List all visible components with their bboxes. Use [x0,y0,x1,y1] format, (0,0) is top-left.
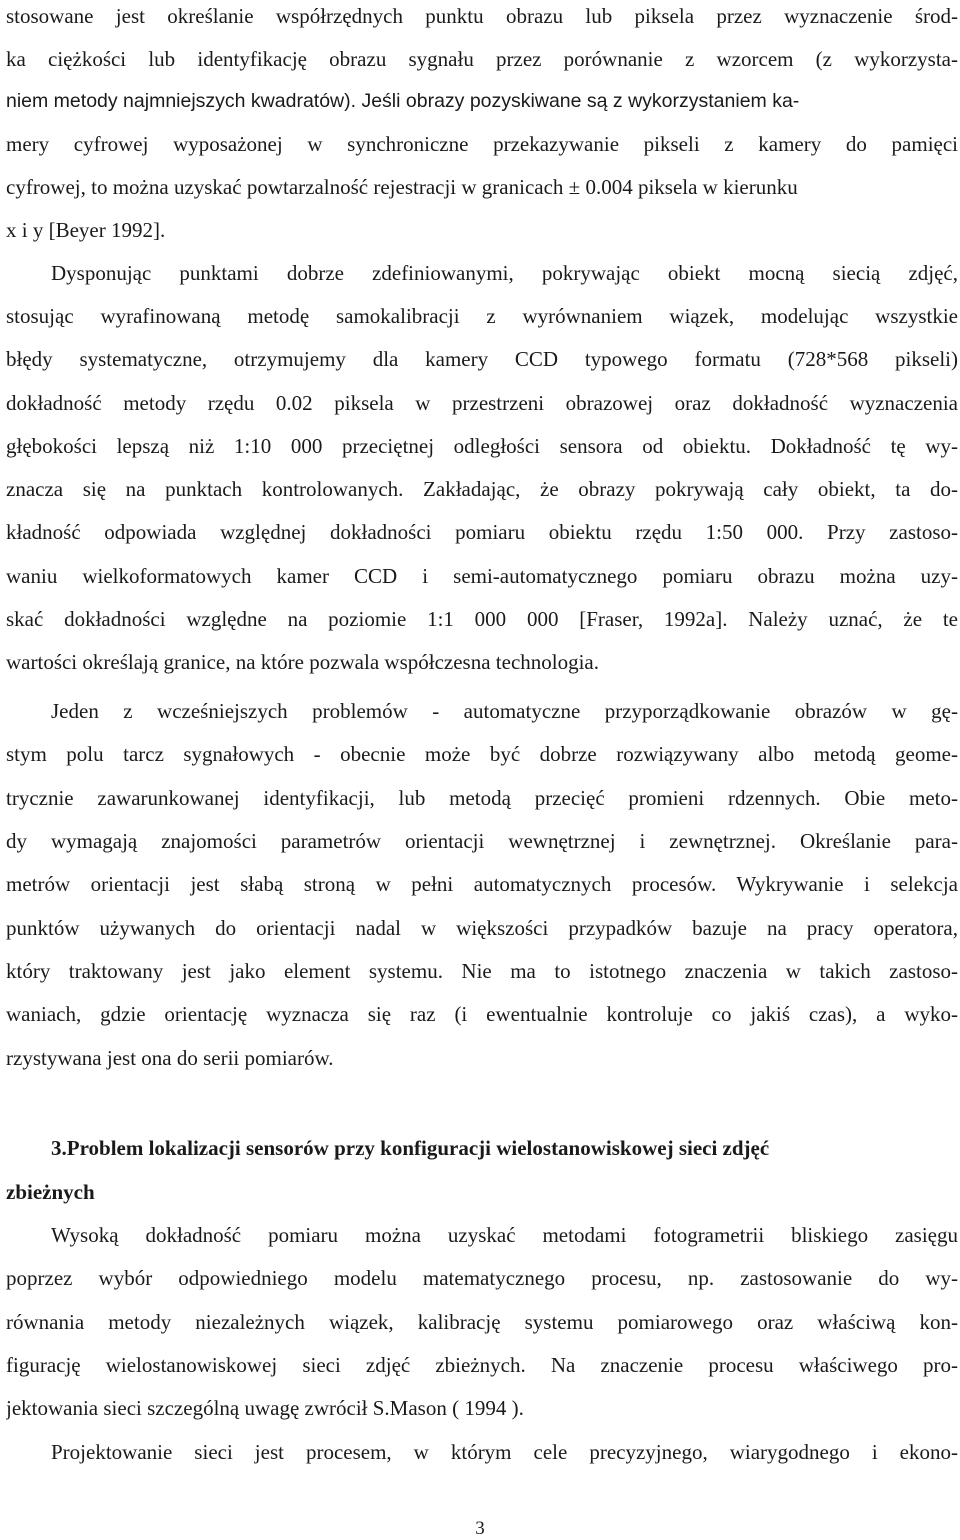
text-line: stym polu tarcz sygnałowych - obecnie może być dobrze rozwiązywany albo metodą geome- [6,742,958,766]
text-line: jektowania sieci szczególną uwagę zwrócił S.Mason ( 1994 ). [6,1396,524,1420]
text-line: Dysponując punktami dobrze zdefiniowanymi, pokrywając obiekt mocną siecią zdjęć, [51,261,958,285]
text-line: cyfrowej, to można uzyskać powtarzalność rejestracji w granicach ± 0.004 piksela w kierunku [6,175,798,199]
text-line: trycznie zawarunkowanej identyfikacji, lub metodą przecięć promieni rdzennych. Obie meto- [6,786,958,810]
page-number: 3 [475,1518,485,1539]
text-line: Projektowanie sieci jest procesem, w którym cele precyzyjnego, wiarygodnego i ekono- [51,1440,958,1464]
text-line: dy wymagają znajomości parametrów orientacji wewnętrznej i zewnętrznej. Określanie para- [6,829,958,853]
text-line: kładność odpowiada względnej dokładności pomiaru obiektu rzędu 1:50 000. Przy zastoso- [6,520,958,544]
text-line: rzystywana jest ona do serii pomiarów. [6,1046,334,1070]
text-line: ka ciężkości lub identyfikację obrazu sygnału przez porównanie z wzorcem (z wykorzysta- [6,47,958,71]
text-fragment: niem metody najmniejszych kwadratów). Jeśli obrazy pozyskiwane są z wykorzystaniem ka- [6,90,800,112]
text-line: błędy systematyczne, otrzymujemy dla kamery CCD typowego formatu (728*568 pikseli) [6,347,958,371]
text-line: Wysoką dokładność pomiaru można uzyskać metodami fotogrametrii bliskiego zasięgu [51,1223,958,1247]
text-line: waniach, gdzie orientację wyznacza się raz (i ewentualnie kontroluje co jakiś czas), a wyko- [6,1002,958,1026]
section-heading: 3.Problem lokalizacji sensorów przy konfiguracji wielostanowiskowej sieci zdjęć [51,1136,770,1160]
text-line: stosując wyrafinowaną metodę samokalibracji z wyrównaniem wiązek, modelując wszystkie [6,304,958,328]
text-line: głębokości lepszą niż 1:10 000 przeciętnej odległości sensora od obiektu. Dokładność tę wy- [6,434,958,458]
text-line: równania metody niezależnych wiązek, kalibrację systemu pomiarowego oraz właściwą kon- [6,1310,958,1334]
text-line: wartości określają granice, na które pozwala współczesna technologia. [6,650,600,674]
section-heading-continued: zbieżnych [6,1180,95,1204]
text-line: dokładność metody rzędu 0.02 piksela w przestrzeni obrazowej oraz dokładność wyznaczenia [6,391,958,415]
text-line: znacza się na punktach kontrolowanych. Zakładając, że obrazy pokrywają cały obiekt, ta do- [6,477,958,501]
text-line: figurację wielostanowiskowej sieci zdjęć zbieżnych. Na znaczenie procesu właściwego pro- [6,1353,958,1377]
text-line: który traktowany jest jako element systemu. Nie ma to istotnego znaczenia w takich zastoso- [6,959,958,983]
text-line: poprzez wybór odpowiedniego modelu matematycznego procesu, np. zastosowanie do wy- [6,1266,958,1290]
text-line: mery cyfrowej wyposażonej w synchroniczne przekazywanie pikseli z kamery do pamięci [6,132,958,156]
text-line: metrów orientacji jest słabą stroną w pełni automatycznych procesów. Wykrywanie i selekcja [6,872,958,896]
text-line [6,88,958,114]
text-line: skać dokładności względne na poziomie 1:1 000 000 [Fraser, 1992a]. Należy uznać, że te [6,607,958,631]
text-line: waniu wielkoformatowych kamer CCD i semi-automatycznego pomiaru obrazu można uzy- [6,564,958,588]
text-line: Jeden z wcześniejszych problemów - automatyczne przyporządkowanie obrazów w gę- [51,699,958,723]
text-line: stosowane jest określanie współrzędnych punktu obrazu lub piksela przez wyznaczenie środ- [6,4,958,28]
text-line: x i y [Beyer 1992]. [6,218,166,242]
text-line: punktów używanych do orientacji nadal w większości przypadków bazuje na pracy operatora, [6,916,958,940]
